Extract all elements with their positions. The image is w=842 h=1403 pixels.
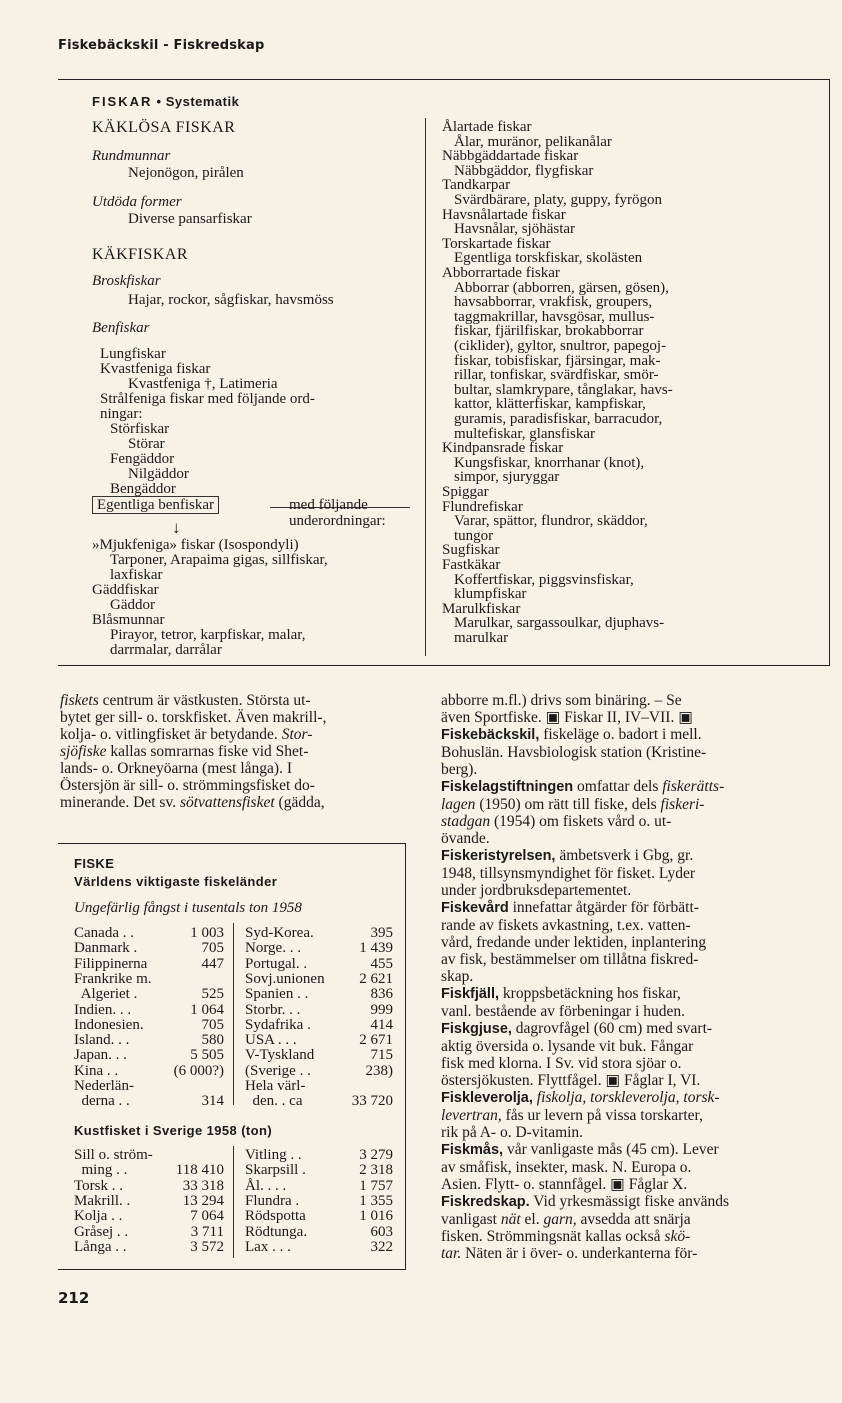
boxed-row [92,498,219,513]
row-label: Danmark . [74,940,138,957]
row-value: 314 [201,1093,224,1110]
row-value: 33 318 [182,1177,224,1194]
table-row [245,1163,393,1178]
row-value: 322 [370,1238,393,1255]
text-line: lagen (1950) om rätt till fiske, dels fiskeri- [441,796,705,813]
systematik-line: guramis, paradisfiskar, barracudor, [454,411,663,427]
systematik-line: kattor, klätterfiskar, kampfiskar, [454,396,646,413]
text-line: aktig översida o. lysande vit buk. Fångar [441,1038,694,1055]
table-row [74,1209,224,1224]
row-label: Kolja . . [74,1208,123,1225]
row-value: 2 671 [359,1032,393,1049]
systematik-line: »Mjukfeniga» fiskar (Isospondyli) [92,537,299,553]
systematik-line: klumpfiskar [454,586,527,603]
table-row [74,972,224,987]
table-row [245,1018,393,1033]
row-label: den. . ca [245,1093,303,1110]
text-line: Fiskevård innefattar åtgärder för förbätt- [441,899,699,916]
text-line: 1948, tillsynsmyndighet för fisket. Lyder [441,865,696,882]
table-row [245,1048,393,1063]
systematik-line: KÄKLÖSA FISKAR [92,119,236,136]
row-label: Storbr. . . [245,1001,301,1018]
egentliga-benfiskar-box: Egentliga benfiskar [92,496,219,514]
row-value: 2 621 [359,970,393,987]
row-label: Rödspotta [245,1208,306,1225]
table-row [245,987,393,1002]
row-value: 705 [201,1016,224,1033]
row-label: ming . . [74,1162,128,1179]
text-line: vanl. bestående av förbeningar i huden. [441,1003,686,1020]
row-label: Japan. . . [74,1047,127,1064]
table-row [245,926,393,941]
row-label: Indien. . . [74,1001,132,1018]
table-row [74,1018,224,1033]
row-value: 1 016 [359,1208,393,1225]
systematik-line: Kvastfeniga fiskar [100,361,211,377]
row-value: 5 505 [190,1047,224,1064]
systematik-line: Fengäddor [110,451,175,467]
systematik-line: Kungsfiskar, knorrhanar (knot), [454,454,645,471]
text-line: sjöfiske kallas somrarnas fiske vid Shet- [60,743,309,760]
row-label: Indonesien. [74,1016,144,1033]
text-line: rik på A- o. D-vitamin. [441,1124,584,1141]
systematik-line: Kvastfeniga †, Latimeria [128,376,278,392]
systematik-line: taggmakrillar, havsgösar, mullus- [454,308,655,325]
fiske-caption: Ungefärlig fångst i tusentals ton 1958 [74,900,302,916]
text-line: Fiskgjuse, dagrovfågel (60 cm) med svart- [441,1020,713,1037]
text-line: vanligast nät el. garn, avsedda att snärja [441,1211,691,1228]
text-line: fisk med klorna. I Sv. vid stora sjöar o. [441,1055,682,1072]
table-row [245,1094,393,1109]
table-row [74,941,224,956]
text-line: av fisk, bestämmelser om tillåtna fiskred- [441,951,699,968]
table-row [245,1194,393,1209]
row-label: Nederlän- [74,1078,134,1094]
text-line: Bohuslän. Havsbiologisk station (Kristine- [441,744,707,761]
row-value: 118 410 [175,1162,224,1179]
boxed-note-2: underordningar: [289,513,386,529]
running-header: Fiskebäckskil - Fiskredskap [58,38,265,53]
left-body-text [60,692,410,811]
text-line: även Sportfiske. ▣ Fiskar II, IV–VII. ▣ [441,709,693,726]
systematik-line: Broskfiskar [92,273,161,289]
text-line: under jordbruksdepartementet. [441,882,632,899]
systematik-line: havsabborrar, vrakfisk, groupers, [454,294,653,311]
row-value: 705 [201,940,224,957]
title-fiskar: FISKAR [92,94,153,109]
row-value: 33 720 [351,1093,393,1110]
table-row [74,1094,224,1109]
text-line: Asien. Flytt- o. stannfågel. ▣ Fåglar X. [441,1176,688,1193]
fiske-subtitle: Världens viktigaste fiskeländer [74,874,278,889]
systematik-line: marulkar [454,630,509,646]
row-label: Kina . . [74,1062,119,1079]
text-line: fisken. Strömmingsnät kallas också skö- [441,1228,691,1245]
systematik-line: Gäddfiskar [92,582,159,598]
systematik-line: Rundmunnar [92,148,171,164]
table-row [74,1148,224,1163]
table-row [245,1033,393,1048]
table-row [245,1240,393,1255]
text-line: Fiskelagstiftningen omfattar dels fiskerätts- [441,778,725,795]
row-value: 1 064 [190,1001,224,1018]
text-line: bytet ger sill- o. torskfisket. Även makrill-, [60,709,327,726]
systematik-line: Störar [128,436,165,452]
systematik-line: fiskar, tobisfiskar, fjärsingar, mak- [454,352,661,369]
systematik-line: simpor, sjuryggar [454,469,560,486]
row-label: Hela värl- [245,1078,306,1094]
row-label: Norge. . . [245,940,301,957]
row-label: V-Tyskland [245,1047,315,1064]
systematik-line: Sugfiskar [442,542,500,559]
text-line: stadgan (1954) om fiskets vård o. ut- [441,813,672,830]
down-arrow-icon: ↓ [172,518,181,537]
text-line: Fiskfjäll, kroppsbetäckning hos fiskar, [441,985,681,1002]
systematik-line: Abborrar (abborren, gärsen, gösen), [454,279,669,296]
row-value: 2 318 [359,1162,393,1179]
text-line: fiskets centrum är västkusten. Största ut- [60,692,311,709]
row-value: 1 439 [359,940,393,957]
systematik-line: Havsnålartade fiskar [442,206,566,223]
text-line: Fiskeristyrelsen, ämbetsverk i Gbg, gr. [441,847,694,864]
text-line: lands- o. Orkneyöarna (mest långa). I [60,760,292,777]
table-row [74,1179,224,1194]
systematik-line: laxfiskar [110,567,163,583]
bullet: • [156,94,166,109]
systematik-line: Flundrefiskar [442,498,523,515]
systematik-line: Torskartade fiskar [442,235,551,252]
systematik-line: Tarponer, Arapaima gigas, sillfiskar, [110,552,328,568]
fiske-title: FISKE [74,856,115,871]
text-line: kolja- o. vitlingfisket är betydande. Stor- [60,726,313,743]
row-label: Vitling . . [245,1147,302,1163]
row-value: 7 064 [190,1208,224,1225]
row-label: Spanien . . [245,986,309,1003]
row-label: (Sverige . . [245,1062,311,1079]
table-row [74,1003,224,1018]
systematik-line: Näbbgäddartade fiskar [442,148,579,165]
systematik-line: Kindpansrade fiskar [442,440,564,457]
systematik-line: Bengäddor [110,481,176,497]
systematik-line: Blåsmunnar [92,612,165,628]
systematik-line: ningar: [100,406,143,422]
table-row [74,957,224,972]
systematik-line: Marulkar, sargassoulkar, djuphavs- [454,615,665,632]
row-value: 999 [370,1001,393,1018]
row-value: 1 355 [359,1192,393,1209]
row-label: derna . . [74,1093,130,1110]
systematik-line: Ålartade fiskar [442,119,532,135]
row-value: (6 000?) [173,1062,224,1079]
title-systematik: Systematik [165,94,240,109]
systematik-line: Störfiskar [110,421,170,437]
kust-title: Kustfisket i Sverige 1958 (ton) [74,1123,273,1138]
table-row [245,1148,393,1163]
text-line: Fiskredskap. Vid yrkesmässigt fiske används [441,1193,730,1210]
row-label: Makrill. . [74,1192,131,1209]
systematik-line: darrmalar, darrålar [110,642,222,658]
text-line: abborre m.fl.) drivs som binäring. – Se [441,692,682,709]
row-label: Långa . . [74,1238,127,1255]
row-value: 3 711 [190,1223,224,1240]
table-row [245,972,393,987]
text-line: Fiskebäckskil, fiskeläge o. badort i mell. [441,726,702,743]
row-label: Sovj.unionen [245,970,325,987]
row-value: 836 [370,986,393,1003]
text-line: Fiskleverolja, fiskolja, torskleverolja, torsk- [441,1089,720,1106]
systematik-line: (ciklider), gyltor, snultror, papegoj- [454,338,667,354]
row-label: Torsk . . [74,1177,123,1194]
systematik-line: Koffertfiskar, piggsvinsfiskar, [454,571,634,588]
table-row [74,1064,224,1079]
row-label: USA . . . [245,1032,297,1049]
right-body-text [441,692,821,1262]
systematik-line: Hajar, rockor, sågfiskar, havsmöss [128,292,334,308]
text-line: tar. Näten är i över- o. underkanterna för- [441,1245,698,1262]
boxed-note-1: med följande [289,497,368,513]
systematik-line: KÄKFISKAR [92,246,189,263]
table-row [245,1003,393,1018]
row-label: Algeriet . [74,986,138,1003]
text-line: östersjökusten. Flyttfågel. ▣ Fåglar I, VI. [441,1072,701,1089]
table-row [74,1225,224,1240]
systematik-line: Svärdbärare, platy, guppy, fyrögon [454,192,662,208]
row-value: 1 757 [359,1177,393,1194]
systematik-line: Gäddor [110,597,155,613]
systematik-line: Strålfeniga fiskar med följande ord- [100,391,315,407]
text-line: vård, fredande under lektiden, inplantering [441,934,707,951]
systematik-line: Egentliga torskfiskar, skolästen [454,250,643,267]
row-label: Sill o. ström- [74,1147,153,1163]
row-value: 715 [370,1047,393,1064]
row-value: 525 [201,986,224,1003]
row-value: 238) [365,1062,393,1079]
table-row [74,1048,224,1063]
row-value: 1 003 [190,925,224,941]
row-label: Skarpsill . [245,1162,306,1179]
systematik-line: Fastkäkar [442,557,501,573]
systematik-line: Marulkfiskar [442,600,521,617]
systematik-line: Varar, spättor, flundror, skäddor, [454,513,648,530]
systematik-line: Pirayor, tetror, karpfiskar, malar, [110,627,306,643]
table-row [245,1225,393,1240]
table-row [245,1079,393,1094]
table-row [245,1179,393,1194]
systematik-line: Abborrartade fiskar [442,265,560,281]
column-divider [425,118,426,656]
row-label: Syd-Korea. [245,925,314,941]
systematik-line: bultar, slamkrypare, tånglakar, havs- [454,381,673,398]
text-line: av småfisk, insekter, mask. N. Europa o. [441,1159,692,1176]
systematik-line: Havsnålar, sjöhästar [454,221,576,238]
row-value: 395 [370,925,393,941]
systematik-title [92,94,239,109]
row-label: Filippinerna [74,955,148,972]
systematik-line: fiskar, fjärilfiskar, brokabborrar [454,323,644,340]
row-label: Portugal. . [245,955,308,972]
table-row [245,1064,393,1079]
table-row [74,987,224,1002]
table-row [74,1240,224,1255]
text-line: Östersjön är sill- o. strömmingsfisket do- [60,777,315,794]
systematik-line: Utdöda former [92,194,182,210]
row-value: 13 294 [182,1192,224,1209]
row-value: 414 [370,1016,393,1033]
kust-table-divider [233,1146,234,1258]
table-row [245,1209,393,1224]
text-line: övande. [441,830,490,847]
systematik-line: Nilgäddor [128,466,189,482]
systematik-line: Nejonögon, pirålen [128,165,244,181]
row-label: Island. . . [74,1032,130,1049]
row-value: 580 [201,1032,224,1049]
row-value: 3 572 [190,1238,224,1255]
row-label: Canada . . [74,925,134,941]
systematik-line: Näbbgäddor, flygfiskar [454,162,594,179]
text-line: rande av fiskets avkastning, t.ex. vatten- [441,917,691,934]
row-label: Ål. . . . [245,1177,287,1194]
row-label: Gråsej . . [74,1223,129,1240]
row-value: 455 [370,955,393,972]
systematik-line: multefiskar, glansfiskar [454,425,596,442]
table-row [74,1194,224,1209]
systematik-line: tungor [454,527,494,544]
systematik-line: Tandkarpar [442,177,511,194]
table-row [245,941,393,956]
row-label: Sydafrika . [245,1016,311,1033]
systematik-line: Diverse pansarfiskar [128,211,252,227]
systematik-line: Ålar, muränor, pelikanålar [454,133,612,150]
systematik-line: Lungfiskar [100,346,166,362]
row-value: 447 [201,955,224,972]
table-divider [233,923,234,1105]
text-line: Fiskmås, vår vanligaste mås (45 cm). Lever [441,1141,719,1158]
systematik-line: Spiggar [442,484,489,500]
table-row [74,1163,224,1178]
table-row [74,1079,224,1094]
row-label: Rödtunga. [245,1223,308,1240]
table-row [74,926,224,941]
table-row [74,1033,224,1048]
row-value: 603 [370,1223,393,1240]
systematik-line: Benfiskar [92,320,150,336]
row-value: 3 279 [359,1147,393,1163]
systematik-line: rillar, tonfiskar, svärdfiskar, smör- [454,367,659,384]
text-line: levertran, fås ur levern på vissa torskarter, [441,1107,703,1124]
text-line: minerande. Det sv. sötvattensfisket (gädda, [60,794,325,811]
row-label: Frankrike m. [74,970,152,987]
row-label: Lax . . . [245,1238,291,1255]
row-label: Flundra . [245,1192,300,1209]
page-number: 212 [58,1289,90,1307]
text-line: berg). [441,761,478,778]
table-row [245,957,393,972]
text-line: skap. [441,968,474,985]
